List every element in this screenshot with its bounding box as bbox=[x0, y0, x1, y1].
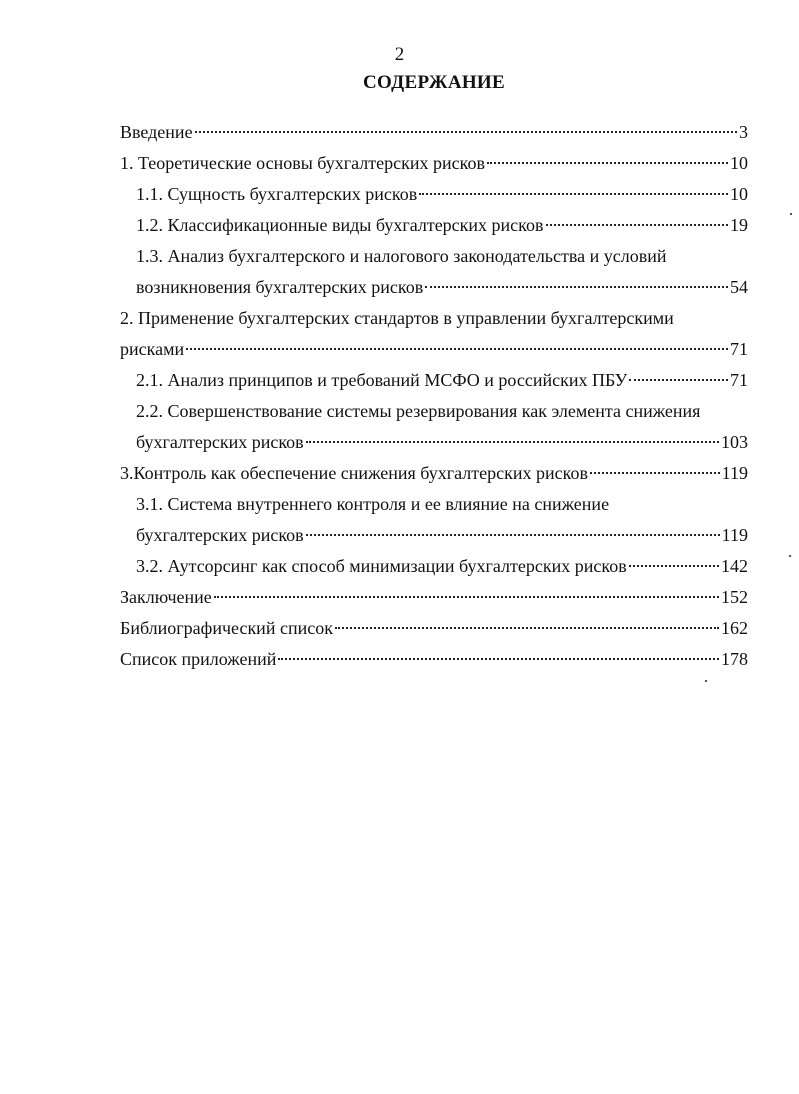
dot-leader bbox=[546, 224, 728, 226]
toc-page-number: 10 bbox=[730, 184, 748, 204]
toc-entry-title: 1. Теоретические основы бухгалтерских рисков bbox=[120, 153, 485, 173]
toc-entry bbox=[120, 334, 748, 365]
toc-entry-title: рисками bbox=[120, 339, 185, 359]
toc-entry-continued bbox=[120, 489, 748, 520]
toc-entry bbox=[120, 148, 748, 179]
toc-page-number: 142 bbox=[721, 556, 748, 576]
toc-entry bbox=[120, 458, 748, 489]
dot-leader bbox=[425, 286, 728, 288]
toc-entry bbox=[120, 551, 748, 582]
dot-leader bbox=[419, 193, 728, 195]
toc-page-number: 71 bbox=[730, 339, 748, 359]
toc-entry-title: бухгалтерских рисков bbox=[136, 432, 304, 452]
toc-entry-title: бухгалтерских рисков bbox=[136, 525, 304, 545]
toc-page-number: 162 bbox=[721, 618, 748, 638]
dot-leader bbox=[629, 379, 728, 381]
toc-entry-title: 1.1. Сущность бухгалтерских рисков bbox=[136, 184, 418, 204]
dot-leader bbox=[214, 596, 719, 598]
toc-page-number: 19 bbox=[730, 215, 748, 235]
dot-leader bbox=[306, 441, 719, 443]
toc-page-number: 178 bbox=[721, 649, 748, 669]
toc-entry bbox=[120, 117, 748, 148]
scan-speck bbox=[790, 213, 792, 215]
toc-entry bbox=[120, 272, 748, 303]
toc-entry-title: 3.2. Аутсорсинг как способ минимизации бухгалтерских рисков bbox=[136, 556, 627, 576]
toc-entry-title: 2.2. Совершенствование системы резервирования как элемента снижения bbox=[136, 401, 701, 421]
toc-page-number: 10 bbox=[730, 153, 748, 173]
scan-speck bbox=[705, 680, 707, 682]
dot-leader bbox=[335, 627, 719, 629]
toc-entry-title: Заключение bbox=[120, 587, 212, 607]
toc-page-number: 3 bbox=[739, 122, 748, 142]
toc-entry-continued bbox=[120, 241, 748, 272]
toc-entry-title: Введение bbox=[120, 122, 193, 142]
toc-entry bbox=[120, 582, 748, 613]
toc-entry bbox=[120, 365, 748, 396]
toc-entry-title: Список приложений bbox=[120, 649, 277, 669]
toc-entry bbox=[120, 613, 748, 644]
toc-page-number: 119 bbox=[721, 525, 748, 545]
dot-leader bbox=[278, 658, 719, 660]
toc-page-number: 71 bbox=[730, 370, 748, 390]
toc-entry bbox=[120, 427, 748, 458]
table-of-contents bbox=[120, 117, 748, 675]
dot-leader bbox=[590, 472, 720, 474]
dot-leader bbox=[195, 131, 737, 133]
toc-entry-continued bbox=[120, 396, 748, 427]
page-title: СОДЕРЖАНИЕ bbox=[363, 72, 505, 93]
toc-page-number: 119 bbox=[721, 463, 748, 483]
toc-entry-title: 3.Контроль как обеспечение снижения бухгалтерских рисков bbox=[120, 463, 588, 483]
dot-leader bbox=[629, 565, 719, 567]
dot-leader bbox=[306, 534, 720, 536]
dot-leader bbox=[186, 348, 728, 350]
toc-entry-title: 1.2. Классификационные виды бухгалтерских рисков bbox=[136, 215, 544, 235]
toc-page-number: 152 bbox=[721, 587, 748, 607]
toc-entry-continued bbox=[120, 303, 748, 334]
toc-entry bbox=[120, 210, 748, 241]
page-number: 2 bbox=[394, 44, 405, 65]
scan-speck bbox=[789, 555, 791, 557]
dot-leader bbox=[487, 162, 728, 164]
toc-entry-title: 2.1. Анализ принципов и требований МСФО и российских ПБУ bbox=[136, 370, 628, 390]
toc-entry-title: 2. Применение бухгалтерских стандартов в управлении бухгалтерскими bbox=[120, 308, 674, 328]
toc-entry-title: Библиографический список bbox=[120, 618, 333, 638]
toc-entry bbox=[120, 520, 748, 551]
toc-entry bbox=[120, 179, 748, 210]
toc-entry-title: возникновения бухгалтерских рисков bbox=[136, 277, 424, 297]
toc-page-number: 103 bbox=[721, 432, 748, 452]
toc-entry-title: 3.1. Система внутреннего контроля и ее влияние на снижение bbox=[136, 494, 610, 514]
toc-entry bbox=[120, 644, 748, 675]
toc-entry-title: 1.3. Анализ бухгалтерского и налогового законодательства и условий bbox=[136, 246, 667, 266]
toc-page-number: 54 bbox=[730, 277, 748, 297]
